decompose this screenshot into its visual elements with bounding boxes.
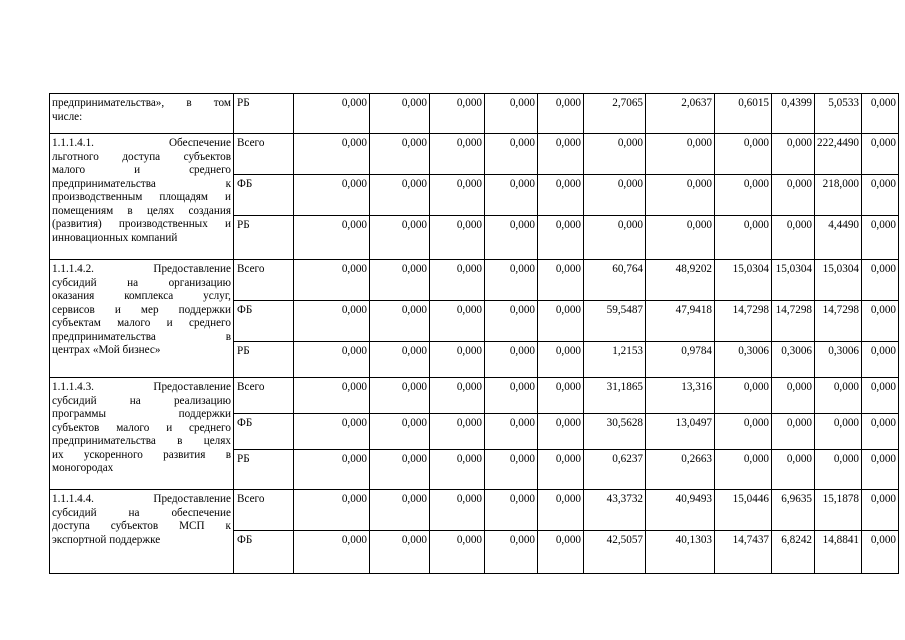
value-cell: 0,000: [485, 94, 538, 134]
funding-source-cell: ФБ: [234, 301, 294, 342]
value-cell: 5,0533: [815, 94, 862, 134]
value-cell: 0,000: [430, 490, 485, 531]
value-cell: 0,000: [538, 414, 584, 450]
measure-name-line: числе:: [52, 110, 83, 123]
value-cell: 0,000: [294, 450, 370, 490]
value-cell: 0,000: [370, 490, 430, 531]
value-cell: 0,000: [862, 301, 899, 342]
value-cell: 0,000: [485, 531, 538, 574]
value-cell: 0,000: [538, 531, 584, 574]
measure-name-line: субъектов малого и среднего: [52, 421, 231, 434]
value-cell: 0,000: [370, 134, 430, 175]
measure-name-line: их ускоренного развития в: [52, 448, 231, 461]
value-cell: 0,000: [485, 301, 538, 342]
value-cell: 0,000: [862, 414, 899, 450]
value-cell: 0,2663: [646, 450, 715, 490]
value-cell: 0,000: [646, 134, 715, 175]
value-cell: 0,000: [370, 260, 430, 301]
measure-name-line: малого и среднего: [52, 164, 231, 176]
value-cell: 0,000: [538, 378, 584, 414]
value-cell: 0,000: [294, 378, 370, 414]
value-cell: 48,9202: [646, 260, 715, 301]
value-cell: 0,000: [772, 216, 815, 260]
value-cell: 0,000: [430, 450, 485, 490]
value-cell: 0,000: [294, 414, 370, 450]
funding-source-cell: РБ: [234, 342, 294, 378]
value-cell: 0,000: [715, 378, 772, 414]
value-cell: 0,000: [430, 414, 485, 450]
value-cell: 222,4490: [815, 134, 862, 175]
value-cell: 0,000: [584, 216, 646, 260]
value-cell: 0,000: [370, 175, 430, 216]
value-cell: 0,000: [772, 175, 815, 216]
funding-source-cell: Всего: [234, 134, 294, 175]
value-cell: 0,000: [430, 342, 485, 378]
value-cell: 0,000: [862, 260, 899, 301]
value-cell: 0,000: [862, 94, 899, 134]
value-cell: 0,000: [430, 216, 485, 260]
value-cell: 30,5628: [584, 414, 646, 450]
value-cell: 0,000: [772, 414, 815, 450]
funding-source-cell: Всего: [234, 260, 294, 301]
value-cell: 15,0304: [715, 260, 772, 301]
value-cell: 0,000: [294, 260, 370, 301]
funding-source-cell: Всего: [234, 378, 294, 414]
funding-source-cell: РБ: [234, 450, 294, 490]
value-cell: 0,000: [772, 134, 815, 175]
budget-table: [49, 93, 899, 574]
value-cell: 0,000: [485, 450, 538, 490]
value-cell: 0,000: [430, 175, 485, 216]
value-cell: 0,000: [485, 134, 538, 175]
measure-name-line: льготного доступа субъектов: [52, 150, 231, 163]
value-cell: 14,7298: [772, 301, 815, 342]
value-cell: 0,000: [370, 531, 430, 574]
value-cell: 0,000: [294, 175, 370, 216]
value-cell: 0,000: [715, 450, 772, 490]
value-cell: 0,000: [584, 175, 646, 216]
value-cell: 6,9635: [772, 490, 815, 531]
measure-name-line: предпринимательства в целях: [52, 435, 231, 447]
value-cell: 6,8242: [772, 531, 815, 574]
value-cell: 0,6237: [584, 450, 646, 490]
value-cell: 0,000: [370, 378, 430, 414]
value-cell: 0,000: [538, 216, 584, 260]
measure-name-line: предпринимательства», в том: [52, 97, 231, 109]
table-row: [50, 260, 899, 301]
value-cell: 0,000: [862, 531, 899, 574]
value-cell: 0,000: [485, 260, 538, 301]
value-cell: 0,3006: [772, 342, 815, 378]
measure-name-line: предпринимательства в: [52, 330, 231, 343]
measure-name-line: 1.1.1.4.1. Обеспечение: [52, 137, 231, 149]
value-cell: 15,0304: [815, 260, 862, 301]
funding-source-cell: ФБ: [234, 531, 294, 574]
value-cell: 31,1865: [584, 378, 646, 414]
value-cell: 0,000: [815, 414, 862, 450]
funding-source-cell: РБ: [234, 94, 294, 134]
measure-name-line: производственным площадям и: [52, 191, 231, 203]
value-cell: 218,000: [815, 175, 862, 216]
value-cell: 0,000: [862, 378, 899, 414]
value-cell: 0,000: [370, 450, 430, 490]
value-cell: 0,000: [430, 531, 485, 574]
value-cell: 0,000: [715, 134, 772, 175]
value-cell: 0,000: [538, 175, 584, 216]
value-cell: 0,000: [538, 301, 584, 342]
value-cell: 13,316: [646, 378, 715, 414]
value-cell: 0,000: [538, 342, 584, 378]
value-cell: 40,1303: [646, 531, 715, 574]
value-cell: 0,000: [862, 175, 899, 216]
value-cell: 4,4490: [815, 216, 862, 260]
value-cell: 0,000: [538, 490, 584, 531]
value-cell: 0,000: [485, 342, 538, 378]
value-cell: 0,000: [772, 450, 815, 490]
table-row: [50, 490, 899, 531]
value-cell: 0,000: [294, 94, 370, 134]
measure-name-line: 1.1.1.4.2. Предоставление: [52, 263, 231, 275]
value-cell: 0,000: [430, 301, 485, 342]
value-cell: 0,3006: [815, 342, 862, 378]
value-cell: 0,000: [294, 216, 370, 260]
value-cell: 0,000: [485, 175, 538, 216]
value-cell: 0,000: [715, 414, 772, 450]
value-cell: 0,000: [584, 134, 646, 175]
value-cell: 0,000: [485, 490, 538, 531]
value-cell: 42,5057: [584, 531, 646, 574]
value-cell: 0,000: [538, 260, 584, 301]
measure-name-line: субсидий на обеспечение: [52, 506, 231, 519]
value-cell: 0,000: [538, 450, 584, 490]
value-cell: 43,3732: [584, 490, 646, 531]
value-cell: 14,8841: [815, 531, 862, 574]
value-cell: 0,9784: [646, 342, 715, 378]
measure-name-line: субсидий на реализацию: [52, 394, 231, 407]
value-cell: 0,6015: [715, 94, 772, 134]
value-cell: 0,000: [862, 342, 899, 378]
funding-source-cell: ФБ: [234, 414, 294, 450]
value-cell: 0,000: [370, 414, 430, 450]
value-cell: 0,000: [294, 301, 370, 342]
value-cell: 0,000: [815, 378, 862, 414]
measure-name-line: 1.1.1.4.3. Предоставление: [52, 381, 231, 393]
value-cell: 0,000: [646, 175, 715, 216]
value-cell: 0,3006: [715, 342, 772, 378]
value-cell: 0,000: [294, 531, 370, 574]
funding-source-cell: Всего: [234, 490, 294, 531]
value-cell: 0,000: [538, 94, 584, 134]
funding-source-cell: ФБ: [234, 175, 294, 216]
value-cell: 0,000: [485, 216, 538, 260]
value-cell: 0,000: [294, 134, 370, 175]
measure-name-line: экспортной поддержке: [52, 533, 161, 546]
value-cell: 0,000: [646, 216, 715, 260]
value-cell: 0,000: [815, 450, 862, 490]
measure-name-line: 1.1.1.4.4. Предоставление: [52, 493, 231, 505]
measure-name-line: инновационных компаний: [52, 231, 178, 244]
value-cell: 0,000: [294, 490, 370, 531]
measure-name-line: центрах «Мой бизнес»: [52, 344, 161, 356]
value-cell: 0,000: [370, 94, 430, 134]
measure-name-line: доступа субъектов МСП к: [52, 520, 231, 532]
value-cell: 0,000: [862, 450, 899, 490]
value-cell: 60,764: [584, 260, 646, 301]
funding-source-cell: РБ: [234, 216, 294, 260]
value-cell: 15,0446: [715, 490, 772, 531]
value-cell: 0,000: [715, 216, 772, 260]
value-cell: 0,000: [430, 378, 485, 414]
value-cell: 0,000: [485, 414, 538, 450]
value-cell: 0,000: [370, 301, 430, 342]
table-row: [50, 134, 899, 175]
measure-name-line: (развития) производственных и: [52, 218, 231, 230]
measure-name-cell: [50, 260, 234, 378]
measure-name-line: субъектам малого и среднего: [52, 317, 231, 329]
measure-name-cell: [50, 94, 234, 134]
measure-name-line: сервисов и мер поддержки: [52, 303, 231, 316]
value-cell: 0,000: [538, 134, 584, 175]
value-cell: 0,000: [772, 378, 815, 414]
value-cell: 0,000: [370, 342, 430, 378]
value-cell: 0,000: [294, 342, 370, 378]
measure-name-line: моногородах: [52, 462, 114, 474]
value-cell: 14,7298: [815, 301, 862, 342]
value-cell: 59,5487: [584, 301, 646, 342]
measure-name-line: предпринимательства к: [52, 177, 231, 190]
value-cell: 15,1878: [815, 490, 862, 531]
measure-name-cell: [50, 134, 234, 260]
value-cell: 14,7437: [715, 531, 772, 574]
table-row: [50, 378, 899, 414]
value-cell: 2,0637: [646, 94, 715, 134]
value-cell: 0,000: [430, 260, 485, 301]
measure-name-cell: [50, 378, 234, 490]
table-row: [50, 94, 899, 134]
value-cell: 0,4399: [772, 94, 815, 134]
value-cell: 0,000: [715, 175, 772, 216]
value-cell: 40,9493: [646, 490, 715, 531]
value-cell: 14,7298: [715, 301, 772, 342]
value-cell: 0,000: [370, 216, 430, 260]
value-cell: 47,9418: [646, 301, 715, 342]
value-cell: 0,000: [430, 134, 485, 175]
value-cell: 13,0497: [646, 414, 715, 450]
measure-name-line: программы поддержки: [52, 408, 231, 420]
value-cell: 1,2153: [584, 342, 646, 378]
measure-name-line: помещениям в целях создания: [52, 204, 231, 217]
value-cell: 0,000: [862, 490, 899, 531]
value-cell: 0,000: [862, 134, 899, 175]
value-cell: 0,000: [430, 94, 485, 134]
value-cell: 2,7065: [584, 94, 646, 134]
measure-name-line: субсидий на организацию: [52, 276, 231, 289]
measure-name-cell: [50, 490, 234, 574]
value-cell: 0,000: [862, 216, 899, 260]
measure-name-line: оказания комплекса услуг,: [52, 290, 231, 302]
value-cell: 0,000: [485, 378, 538, 414]
value-cell: 15,0304: [772, 260, 815, 301]
